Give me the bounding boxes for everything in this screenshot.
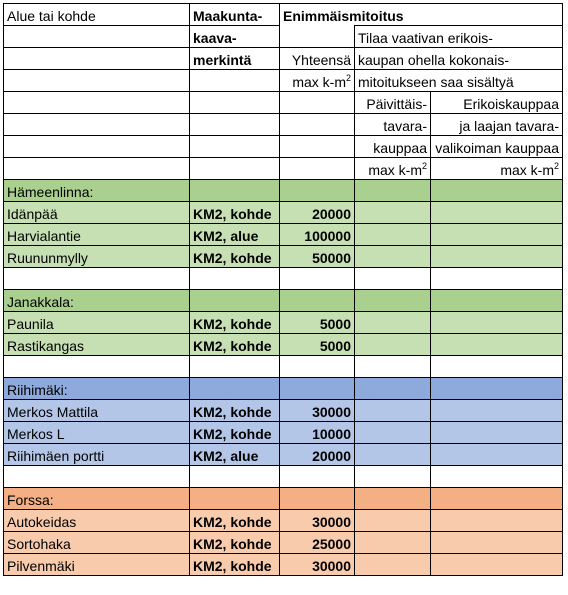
- header-row-7: [4, 136, 563, 158]
- table-row: [4, 400, 563, 422]
- table-row: [4, 532, 563, 554]
- table-row: [4, 554, 563, 576]
- header-row-6: [4, 114, 563, 136]
- row-total: 5000: [280, 334, 355, 356]
- group-title: Hämeenlinna:: [4, 180, 190, 202]
- table-row: [4, 444, 563, 466]
- header-special-4: $\max k-m^2$: [431, 158, 563, 180]
- header-area: Alue tai kohde: [4, 4, 190, 26]
- header-total-2: $\max k-m^2$: [280, 70, 355, 92]
- row-total: 5000: [280, 312, 355, 334]
- row-name: Riihimäen portti: [4, 444, 190, 466]
- row-total: 100000: [280, 224, 355, 246]
- row-total: 50000: [280, 246, 355, 268]
- row-marking: KM2, kohde: [190, 510, 280, 532]
- row-name: Merkos L: [4, 422, 190, 444]
- header-row-1: [4, 4, 563, 26]
- header-daily-2: tavara-: [355, 114, 431, 136]
- row-name: Pilvenmäki: [4, 554, 190, 576]
- row-marking: KM2, kohde: [190, 532, 280, 554]
- row-marking: KM2, kohde: [190, 422, 280, 444]
- header-include-3: mitoitukseen saa sisältyä: [355, 70, 563, 92]
- header-marking-2: kaava-: [190, 26, 280, 48]
- row-total: 20000: [280, 202, 355, 224]
- group-title: Forssa:: [4, 488, 190, 510]
- row-marking: KM2, kohde: [190, 334, 280, 356]
- table-row: [4, 246, 563, 268]
- row-marking: KM2, alue: [190, 224, 280, 246]
- row-marking: KM2, kohde: [190, 202, 280, 224]
- header-row-8: [4, 158, 563, 180]
- table-row: [4, 422, 563, 444]
- header-include-1: Tilaa vaativan erikois-: [355, 26, 563, 48]
- row-name: Paunila: [4, 312, 190, 334]
- row-name: Rastikangas: [4, 334, 190, 356]
- table-row: [4, 224, 563, 246]
- row-name: Idänpää: [4, 202, 190, 224]
- header-special-3: valikoiman kauppaa: [431, 136, 563, 158]
- header-row-2: [4, 26, 563, 48]
- header-marking-1: Maakunta-: [190, 4, 280, 26]
- spacer-row: [4, 356, 563, 378]
- header-special-1: Erikoiskauppaa: [431, 92, 563, 114]
- zoning-table: [3, 3, 563, 576]
- header-daily-3: kauppaa: [355, 136, 431, 158]
- spacer-row: [4, 466, 563, 488]
- group-header-janakkala: [4, 290, 563, 312]
- group-title: Riihimäki:: [4, 378, 190, 400]
- row-name: Sortohaka: [4, 532, 190, 554]
- table-row: [4, 510, 563, 532]
- row-total: 25000: [280, 532, 355, 554]
- row-name: Merkos Mattila: [4, 400, 190, 422]
- table-row: [4, 334, 563, 356]
- row-marking: KM2, kohde: [190, 246, 280, 268]
- header-row-3: [4, 48, 563, 70]
- group-header-forssa: [4, 488, 563, 510]
- header-special-2: ja laajan tavara-: [431, 114, 563, 136]
- row-total: 30000: [280, 554, 355, 576]
- header-include-2: kaupan ohella kokonais-: [355, 48, 563, 70]
- row-marking: KM2, kohde: [190, 400, 280, 422]
- row-marking: KM2, kohde: [190, 554, 280, 576]
- group-header-riihimaki: [4, 378, 563, 400]
- header-max-dim: Enimmäismitoitus: [280, 4, 563, 26]
- table-row: [4, 202, 563, 224]
- row-marking: KM2, kohde: [190, 312, 280, 334]
- group-title: Janakkala:: [4, 290, 190, 312]
- header-row-5: [4, 92, 563, 114]
- header-marking-3: merkintä: [190, 48, 280, 70]
- header-daily-4: $\max k-m^2$: [355, 158, 431, 180]
- header-total-1: Yhteensä: [280, 48, 355, 70]
- row-marking: KM2, alue: [190, 444, 280, 466]
- row-total: 10000: [280, 422, 355, 444]
- spacer-row: [4, 268, 563, 290]
- group-header-hameenlinna: [4, 180, 563, 202]
- row-name: Harvialantie: [4, 224, 190, 246]
- row-total: 30000: [280, 510, 355, 532]
- header-row-4: [4, 70, 563, 92]
- table-row: [4, 312, 563, 334]
- row-name: Ruununmylly: [4, 246, 190, 268]
- row-name: Autokeidas: [4, 510, 190, 532]
- row-total: 30000: [280, 400, 355, 422]
- header-daily-1: Päivittäis-: [355, 92, 431, 114]
- row-total: 20000: [280, 444, 355, 466]
